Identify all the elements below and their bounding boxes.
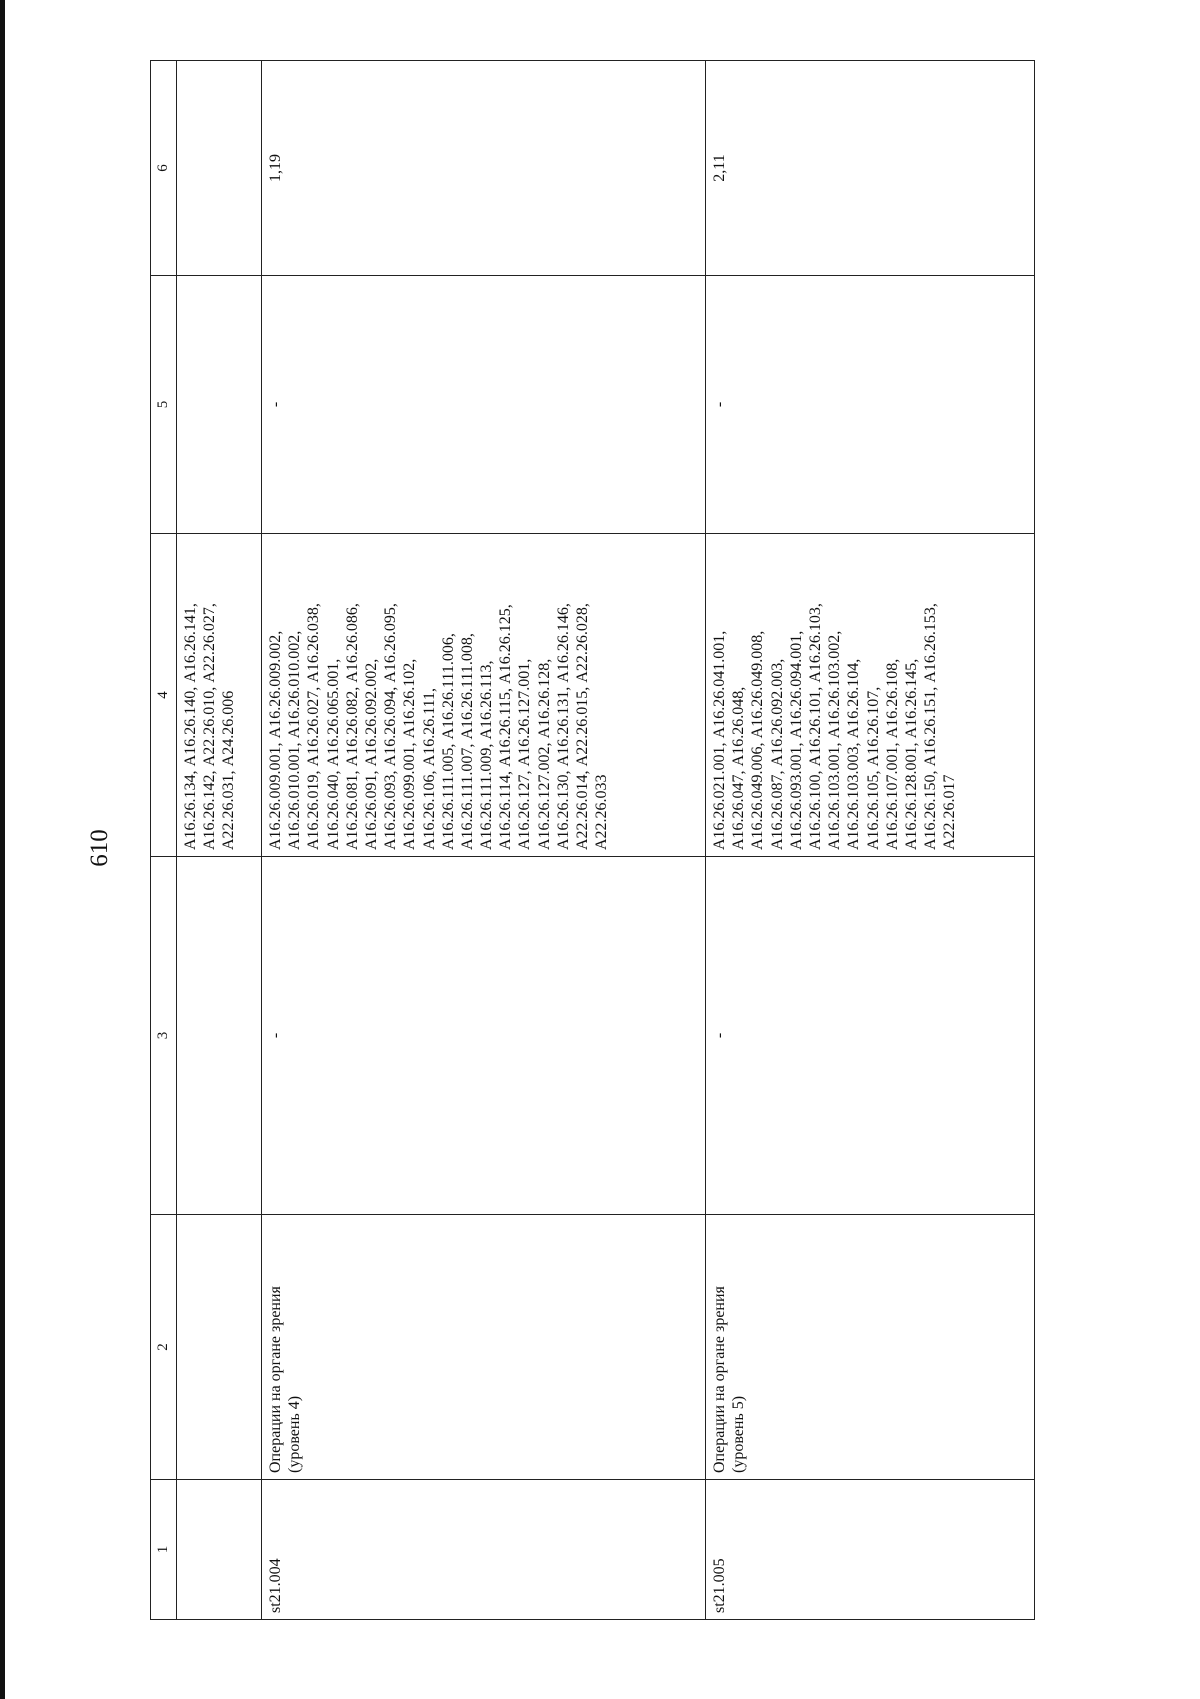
row-name-line: Операции на органе зрения [711,1286,728,1473]
header-cell-2: 2 [151,1215,177,1480]
code-line: A16.26.142, A22.26.010, A22.26.027, [201,603,219,850]
code-line: A16.26.010.001, A16.26.010.002, [286,630,304,850]
row-col3: - [262,857,706,1215]
scan-edge [0,0,5,1699]
row-codes [706,534,1035,857]
row-name-line: (уровень 5) [730,1395,748,1473]
continuation-cell-1 [177,1480,262,1620]
code-line: A16.26.107.001, A16.26.108, [883,658,901,850]
continuation-cell-6 [177,61,262,276]
row-col5: - [706,276,1035,534]
continuation-cell-2 [177,1215,262,1480]
code-line: A16.26.111.005, A16.26.111.006, [439,633,457,850]
row-coefficient: 1,19 [262,61,706,276]
tariff-table [150,60,1035,1620]
code-line: A22.26.017 [941,774,959,850]
code-line: A16.26.021.001, A16.26.041.001, [711,630,728,850]
code-line: A16.26.150, A16.26.151, A16.26.153, [922,603,940,850]
code-line: A16.26.103.001, A16.26.103.002, [826,630,844,850]
header-cell-3: 3 [151,857,177,1215]
header-row [151,61,177,1620]
row-code: st21.004 [262,1480,706,1620]
continuation-cell-5 [177,276,262,534]
code-line: A16.26.100, A16.26.101, A16.26.103, [806,603,824,850]
code-line: A16.26.091, A16.26.092.002, [362,658,380,850]
code-line: A16.26.047, A16.26.048, [730,686,748,850]
row-code: st21.005 [706,1480,1035,1620]
code-line: A16.26.081, A16.26.082, A16.26.086, [343,603,361,850]
row-name-line: (уровень 4) [286,1395,304,1473]
code-line: A16.26.093, A16.26.094, A16.26.095, [382,603,400,850]
row-col3: - [706,857,1035,1215]
code-line: A16.26.103.003, A16.26.104, [845,658,863,850]
code-line: A16.26.127, A16.26.127.001, [516,658,534,850]
code-line: A22.26.014, A22.26.015, A22.26.028, [574,603,591,850]
code-line: A16.26.040, A16.26.065.001, [324,658,342,850]
code-line: A16.26.127.002, A16.26.128, [535,658,553,850]
code-line: A16.26.019, A16.26.027, A16.26.038, [305,603,323,850]
code-line: A16.26.111.009, A16.26.113, [478,660,496,850]
row-name [262,1215,706,1480]
header-cell-5: 5 [151,276,177,534]
code-line: A16.26.134, A16.26.140, A16.26.141, [182,603,199,850]
header-cell-6: 6 [151,61,177,276]
header-cell-4: 4 [151,534,177,857]
code-line: A16.26.105, A16.26.107, [864,686,882,850]
continuation-codes-cell [177,534,262,857]
continuation-cell-3 [177,857,262,1215]
code-line: A16.26.087, A16.26.092.003, [768,658,786,850]
table-row [262,61,706,1620]
code-line: A16.26.009.001, A16.26.009.002, [267,630,284,850]
code-line: A16.26.130, A16.26.131, A16.26.146, [554,603,572,850]
code-line: A16.26.114, A16.26.115, A16.26.125, [497,604,515,850]
row-col5: - [262,276,706,534]
row-codes [262,534,706,857]
row-coefficient: 2,11 [706,61,1035,276]
row-name [706,1215,1035,1480]
row-name-line: Операции на органе зрения [267,1286,284,1473]
code-line: A16.26.128.001, A16.26.145, [902,658,920,850]
table-container [150,61,1037,1620]
code-line: A16.26.049.006, A16.26.049.008, [749,630,767,850]
continuation-row [177,61,262,1620]
code-line: A16.26.111.007, A16.26.111.008, [458,633,476,850]
code-line: A22.26.031, A24.26.006 [220,690,238,850]
header-cell-1: 1 [151,1480,177,1620]
page-number: 610 [86,829,113,867]
code-line: A16.26.099.001, A16.26.102, [401,658,419,850]
code-line: A16.26.093.001, A16.26.094.001, [787,630,805,850]
code-line: A16.26.106, A16.26.111, [420,687,438,850]
code-line: A22.26.033 [593,774,611,850]
table-row [706,61,1035,1620]
